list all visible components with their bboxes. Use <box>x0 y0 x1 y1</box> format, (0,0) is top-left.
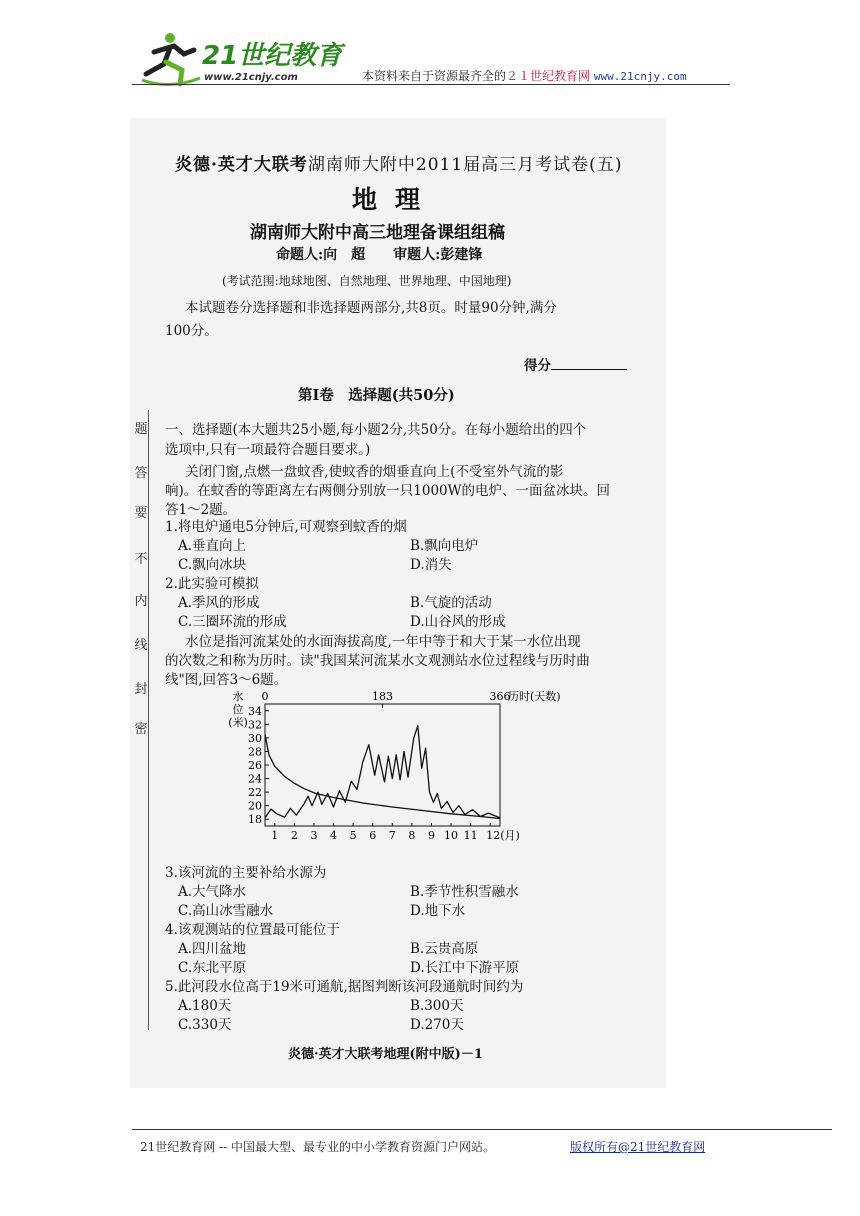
passage-text: 水位是指河流某处的水面海拔高度,一年中等于和大于某一水位出现 <box>185 634 581 650</box>
passage-text: 线"图,回答3～6题。 <box>165 672 288 688</box>
passage-text: 关闭门窗,点燃一盘蚊香,使蚊香的烟垂直向上(不受室外气流的影 <box>185 464 564 480</box>
margin-char: 内 <box>134 594 148 609</box>
margin-char: 密 <box>134 722 148 737</box>
question-stem: 1.将电炉通电5分钟后,可观察到蚊香的烟 <box>165 519 407 535</box>
y-tick-label: 28 <box>248 745 262 759</box>
margin-char: 不 <box>134 552 148 567</box>
header-note <box>362 67 687 84</box>
option-c: C.330天 <box>178 1017 232 1033</box>
x-tick-label: 11 <box>463 829 478 842</box>
page-footer: 炎德·英才大联考地理(附中版)－1 <box>288 1047 483 1062</box>
exam-name: 湖南师大附中2011届高三月考试卷(五) <box>307 155 623 175</box>
option-a: A.180天 <box>178 998 232 1014</box>
exam-title <box>175 150 622 175</box>
option-b: B.300天 <box>410 998 464 1014</box>
score-field <box>524 354 627 374</box>
x-tick-label: 2 <box>290 829 298 842</box>
option-b: B.季节性积雪融水 <box>410 884 519 900</box>
copyright-link[interactable]: 版权所有@21世纪教育网 <box>570 1140 706 1154</box>
section-title: 第Ⅰ卷 选择题(共50分) <box>298 387 455 404</box>
exam-scope: (考试范围:地球地图、自然地理、世界地理、中国地理) <box>222 274 512 288</box>
margin-char: 封 <box>134 682 148 697</box>
option-a: A.大气降水 <box>178 884 247 900</box>
x-tick-label: 7 <box>388 829 396 842</box>
option-d: D.山谷风的形成 <box>410 614 506 630</box>
y-tick-label: 30 <box>248 731 262 745</box>
option-b: B.云贵高原 <box>410 941 479 957</box>
option-c: C.东北平原 <box>178 960 247 976</box>
logo-url: www.21cnjy.com <box>204 72 298 83</box>
water-level-chart <box>218 686 561 854</box>
y-tick-label: 26 <box>248 759 262 772</box>
question-stem: 3.该河流的主要补给水源为 <box>165 865 327 881</box>
instructions: 一、选择题(本大题共25小题,每小题2分,共50分。在每小题给出的四个 <box>165 422 587 438</box>
x-tick-label: 5 <box>349 829 357 842</box>
margin-char: 要 <box>134 506 148 521</box>
y-tick-label: 22 <box>248 786 262 800</box>
footer-divider <box>132 1129 832 1130</box>
x-tick-label: 9 <box>427 829 435 842</box>
option-c: C.飘向冰块 <box>178 557 247 573</box>
option-a: A.垂直向上 <box>178 538 247 554</box>
passage-text: 答1～2题。 <box>165 502 237 518</box>
top-tick-label: 183 <box>372 690 393 703</box>
x-tick-label: 10 <box>444 829 459 842</box>
question-stem: 2.此实验可模拟 <box>165 576 259 592</box>
x-tick-label: 3 <box>310 829 318 842</box>
option-c: C.三圈环流的形成 <box>178 614 287 630</box>
x-tick-label: 12(月) <box>486 829 520 842</box>
y-tick-label: 34 <box>248 704 262 718</box>
margin-char: 线 <box>134 638 148 653</box>
header-divider <box>132 84 730 85</box>
x-tick-label: 1 <box>271 829 279 842</box>
top-tick-label: 0 <box>261 690 269 703</box>
header-note-url[interactable]: www.21cnjy.com <box>593 70 687 83</box>
authors: 命题人:向 超 审题人:彭建锋 <box>276 247 483 263</box>
option-d: D.长江中下游平原 <box>410 960 520 976</box>
y-tick-label: 24 <box>248 772 262 786</box>
seal-line <box>148 410 149 1030</box>
passage-text: 的次数之和称为历时。读"我国某河流某水文观测站水位过程线与历时曲 <box>165 653 590 669</box>
passage-text: 响)。在蚊香的等距离左右两侧分别放一只1000W的电炉、一面盆冰块。回 <box>165 483 610 499</box>
duration-curve <box>265 735 500 819</box>
compiled-by: 湖南师大附中高三地理备课组组稿 <box>250 223 505 243</box>
option-b: B.飘向电炉 <box>410 538 479 554</box>
top-tick-label: 366 <box>489 690 511 703</box>
option-b: B.气旋的活动 <box>410 595 492 611</box>
footer-text: 21世纪教育网 -- 中国最大型、最专业的中小学教育资源门户网站。 <box>140 1140 496 1154</box>
margin-char: 题 <box>134 422 148 437</box>
y-tick-label: 20 <box>248 799 262 813</box>
subject-title: 地理 <box>352 185 439 214</box>
y-tick-label: 32 <box>248 718 262 732</box>
option-d: D.地下水 <box>410 903 466 919</box>
instructions: 选项中,只有一项最符合题目要求。) <box>165 442 371 458</box>
y-axis-label: 位 <box>232 703 244 716</box>
margin-char: 答 <box>134 466 148 481</box>
score-blank <box>551 357 627 370</box>
logo-text: 21世纪教育 <box>202 41 343 71</box>
exam-series: 炎德·英才大联考 <box>175 155 308 175</box>
option-c: C.高山冰雪融水 <box>178 903 274 919</box>
intro-text: 本试题卷分选择题和非选择题两部分,共8页。时量90分钟,满分 <box>185 300 557 316</box>
top-axis-label: 历时(天数) <box>508 690 561 703</box>
site-logo[interactable] <box>140 30 343 88</box>
intro-text: 100分。 <box>165 323 218 339</box>
option-d: D.消失 <box>410 557 452 573</box>
x-tick-label: 4 <box>330 829 338 842</box>
header-note-prefix: 本资料来自于资源最齐全的 <box>362 69 507 83</box>
y-tick-label: 18 <box>248 813 262 827</box>
plot-frame <box>265 704 500 826</box>
question-stem: 4.该观测站的位置最可能位于 <box>165 922 340 938</box>
score-label: 得分 <box>524 358 551 374</box>
x-tick-label: 6 <box>369 829 377 842</box>
option-a: A.季风的形成 <box>178 595 260 611</box>
y-axis-label: 水 <box>232 690 244 703</box>
option-a: A.四川盆地 <box>178 941 247 957</box>
runner-icon <box>142 33 200 85</box>
y-axis-label: (米) <box>228 716 248 729</box>
option-d: D.270天 <box>410 1017 464 1033</box>
water-level-line <box>265 726 500 818</box>
header-note-brand: ２１世纪教育网 <box>506 69 591 83</box>
question-stem: 5.此河段水位高于19米可通航,据图判断该河段通航时间约为 <box>165 979 524 995</box>
x-tick-label: 8 <box>408 829 416 842</box>
